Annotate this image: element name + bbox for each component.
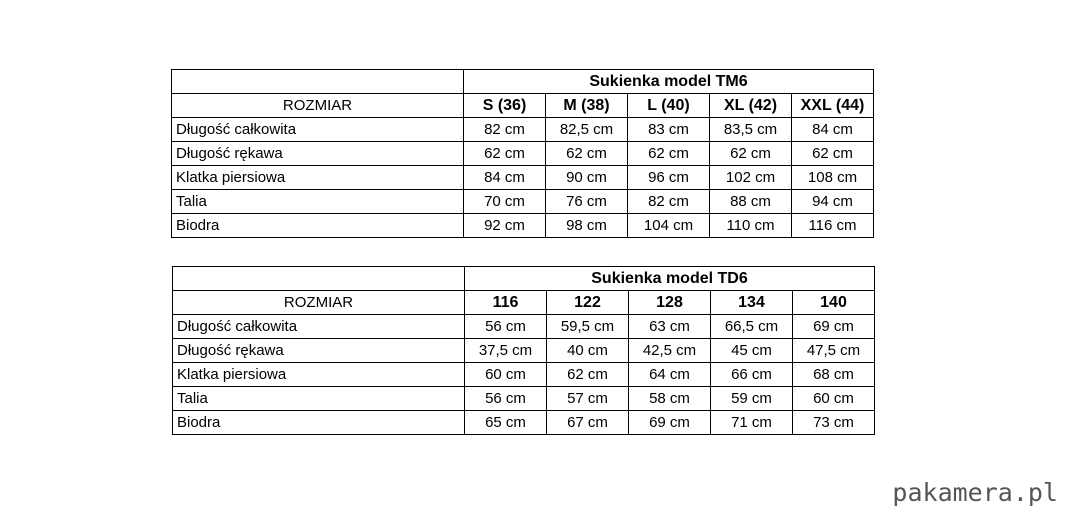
measure-cell: 37,5 cm	[465, 339, 547, 363]
measure-cell: 83 cm	[628, 118, 710, 142]
size-header: M (38)	[546, 94, 628, 118]
table-row	[172, 214, 874, 238]
size-label: ROZMIAR	[172, 94, 464, 118]
measure-cell: 62 cm	[546, 142, 628, 166]
measure-cell: 92 cm	[464, 214, 546, 238]
size-header: XL (42)	[710, 94, 792, 118]
measure-cell: 76 cm	[546, 190, 628, 214]
row-label: Klatka piersiowa	[173, 363, 465, 387]
measure-cell: 116 cm	[792, 214, 874, 238]
measure-cell: 69 cm	[629, 411, 711, 435]
measure-cell: 90 cm	[546, 166, 628, 190]
row-label: Długość całkowita	[172, 118, 464, 142]
size-header: 116	[465, 291, 547, 315]
measure-cell: 67 cm	[547, 411, 629, 435]
size-header: 122	[547, 291, 629, 315]
measure-cell: 84 cm	[792, 118, 874, 142]
table-row	[173, 411, 875, 435]
size-table-tm6	[171, 69, 874, 238]
measure-cell: 62 cm	[792, 142, 874, 166]
measure-cell: 42,5 cm	[629, 339, 711, 363]
measure-cell: 62 cm	[628, 142, 710, 166]
pakamera-watermark: pakamera.pl	[892, 478, 1058, 507]
model-title: Sukienka model TD6	[465, 267, 875, 291]
size-header: S (36)	[464, 94, 546, 118]
row-label: Talia	[172, 190, 464, 214]
size-table-td6	[172, 266, 875, 435]
model-title: Sukienka model TM6	[464, 70, 874, 94]
row-label: Długość całkowita	[173, 315, 465, 339]
measure-cell: 58 cm	[629, 387, 711, 411]
measure-cell: 59 cm	[711, 387, 793, 411]
measure-cell: 66 cm	[711, 363, 793, 387]
measure-cell: 66,5 cm	[711, 315, 793, 339]
measure-cell: 60 cm	[793, 387, 875, 411]
measure-cell: 73 cm	[793, 411, 875, 435]
measure-cell: 56 cm	[465, 387, 547, 411]
measure-cell: 68 cm	[793, 363, 875, 387]
measure-cell: 59,5 cm	[547, 315, 629, 339]
table-title-row	[172, 70, 874, 94]
measure-cell: 62 cm	[464, 142, 546, 166]
measure-cell: 82,5 cm	[546, 118, 628, 142]
measure-cell: 88 cm	[710, 190, 792, 214]
measure-cell: 63 cm	[629, 315, 711, 339]
size-label: ROZMIAR	[173, 291, 465, 315]
table-row	[172, 118, 874, 142]
measure-cell: 62 cm	[710, 142, 792, 166]
measure-cell: 57 cm	[547, 387, 629, 411]
size-header: L (40)	[628, 94, 710, 118]
blank-cell	[173, 267, 465, 291]
measure-cell: 84 cm	[464, 166, 546, 190]
row-label: Długość rękawa	[173, 339, 465, 363]
measure-cell: 47,5 cm	[793, 339, 875, 363]
measure-cell: 64 cm	[629, 363, 711, 387]
measure-cell: 108 cm	[792, 166, 874, 190]
size-header: 128	[629, 291, 711, 315]
measure-cell: 65 cm	[465, 411, 547, 435]
measure-cell: 83,5 cm	[710, 118, 792, 142]
size-header: 140	[793, 291, 875, 315]
size-header: XXL (44)	[792, 94, 874, 118]
measure-cell: 69 cm	[793, 315, 875, 339]
row-label: Biodra	[173, 411, 465, 435]
table-row	[172, 142, 874, 166]
measure-cell: 45 cm	[711, 339, 793, 363]
table-row	[172, 166, 874, 190]
measure-cell: 104 cm	[628, 214, 710, 238]
blank-cell	[172, 70, 464, 94]
row-label: Długość rękawa	[172, 142, 464, 166]
table-row	[173, 339, 875, 363]
measure-cell: 40 cm	[547, 339, 629, 363]
measure-cell: 62 cm	[547, 363, 629, 387]
table-row	[173, 387, 875, 411]
size-header-row	[173, 291, 875, 315]
measure-cell: 82 cm	[628, 190, 710, 214]
row-label: Klatka piersiowa	[172, 166, 464, 190]
table-row	[173, 363, 875, 387]
measure-cell: 70 cm	[464, 190, 546, 214]
table-row	[173, 315, 875, 339]
size-header-row	[172, 94, 874, 118]
measure-cell: 82 cm	[464, 118, 546, 142]
measure-cell: 102 cm	[710, 166, 792, 190]
measure-cell: 60 cm	[465, 363, 547, 387]
measure-cell: 98 cm	[546, 214, 628, 238]
measure-cell: 110 cm	[710, 214, 792, 238]
measure-cell: 56 cm	[465, 315, 547, 339]
measure-cell: 71 cm	[711, 411, 793, 435]
measure-cell: 94 cm	[792, 190, 874, 214]
size-header: 134	[711, 291, 793, 315]
table-title-row	[173, 267, 875, 291]
table-row	[172, 190, 874, 214]
row-label: Biodra	[172, 214, 464, 238]
row-label: Talia	[173, 387, 465, 411]
measure-cell: 96 cm	[628, 166, 710, 190]
